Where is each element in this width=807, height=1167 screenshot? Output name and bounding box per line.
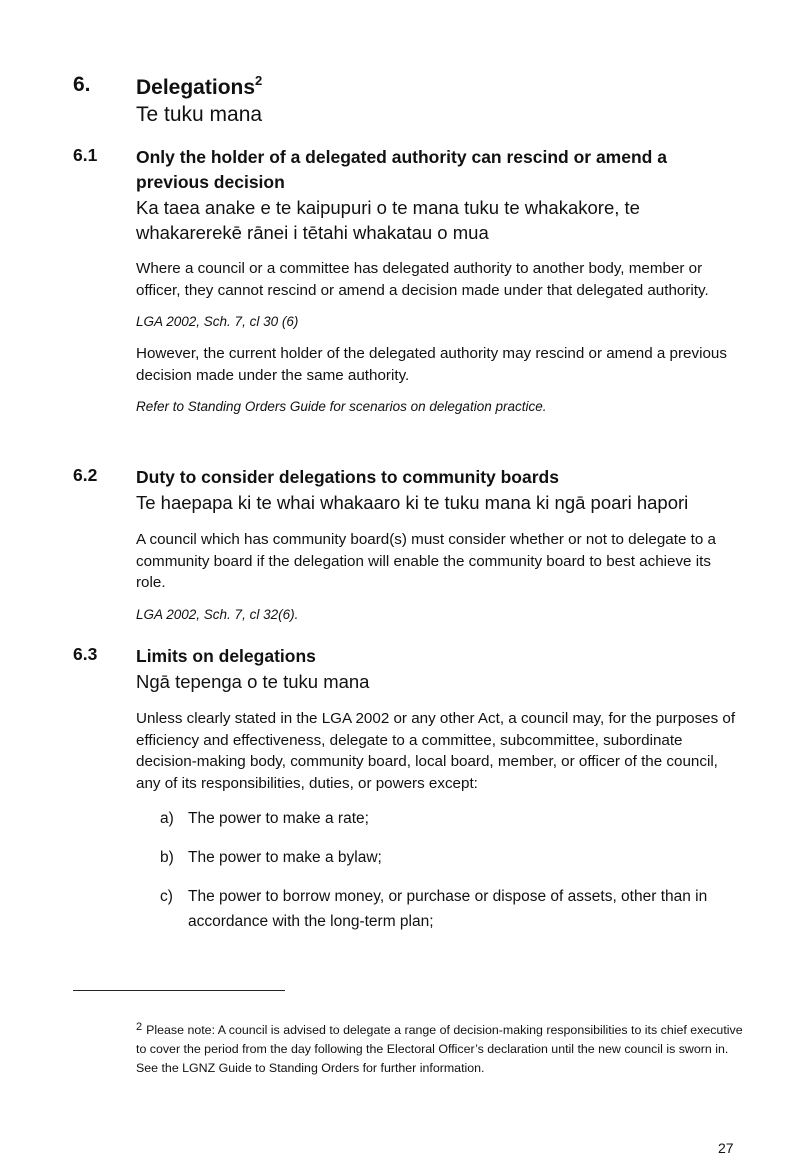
- section-number: 6.2: [73, 465, 98, 485]
- section-maori-line: Ka taea anake e te kaipupuri o te mana tuku te whakakore, te: [136, 197, 640, 218]
- list-item-text: The power to borrow money, or purchase or dispose of assets, other than in accordance with the long-term plan;: [188, 888, 708, 930]
- section-maori-title: [136, 195, 741, 245]
- heading-number: 6.: [73, 73, 91, 96]
- footnote-marker: 2: [136, 1021, 143, 1033]
- section-title: Duty to consider delegations to community boards: [136, 467, 559, 487]
- section-title-line: previous decision: [136, 172, 285, 192]
- footnote: [136, 1018, 746, 1078]
- section-maori-title: Ngā tepenga o te tuku mana: [136, 671, 370, 692]
- body-paragraph: However, the current holder of the delegated authority may rescind or amend a previous decision made under the same authority.: [136, 345, 727, 384]
- page-number: 27: [718, 1140, 734, 1156]
- body-paragraph: A council which has community board(s) must consider whether or not to delegate to a community board if the delegation will enable the community board to best achieve its role.: [136, 531, 716, 591]
- body-paragraph: Unless clearly stated in the LGA 2002 or any other Act, a council may, for the purposes of efficiency and effectiveness, delegate to a committee, subcommittee, subordinate decision-making body, community board, local board, member, or officer of the council, any of its responsibilities, duties, or powers except:: [136, 710, 736, 792]
- heading-title: [136, 73, 262, 100]
- section-title: Limits on delegations: [136, 646, 316, 666]
- legal-citation: LGA 2002, Sch. 7, cl 30 (6): [136, 314, 299, 329]
- section-title-line: Only the holder of a delegated authority can rescind or amend a: [136, 147, 667, 167]
- list-item-label: a): [160, 810, 174, 827]
- section-number: 6.3: [73, 644, 98, 664]
- footnote-text: Please note: A council is advised to delegate a range of decision-making responsibilities to its chief executive to cover the period from the day following the Electoral Officer’s declaration until the new council is sworn in. See the LGNZ Guide to Standing Orders for further information.: [136, 1023, 743, 1075]
- section-title: [136, 145, 741, 195]
- section-maori-line: whakarerekē rānei i tētahi whakatau o mua: [136, 222, 489, 243]
- list-item-label: c): [160, 888, 173, 905]
- list-item-label: b): [160, 849, 174, 866]
- heading-maori-title: Te tuku mana: [136, 103, 263, 126]
- body-paragraph: Where a council or a committee has delegated authority to another body, member or officer, they cannot rescind or amend a decision made under that delegated authority.: [136, 260, 709, 299]
- list-item-text: The power to make a rate;: [188, 810, 369, 827]
- legal-citation: LGA 2002, Sch. 7, cl 32(6).: [136, 606, 299, 622]
- guide-reference: Refer to Standing Orders Guide for scenarios on delegation practice.: [136, 399, 547, 414]
- list-item-text: The power to make a bylaw;: [188, 849, 382, 866]
- heading-title-text: Delegations: [136, 76, 256, 99]
- section-maori-title: Te haepapa ki te whai whakaaro ki te tuku mana ki ngā poari hapori: [136, 492, 689, 513]
- footnote-divider: [73, 990, 285, 991]
- footnote-reference[interactable]: 2: [255, 73, 263, 88]
- section-number: 6.1: [73, 145, 98, 165]
